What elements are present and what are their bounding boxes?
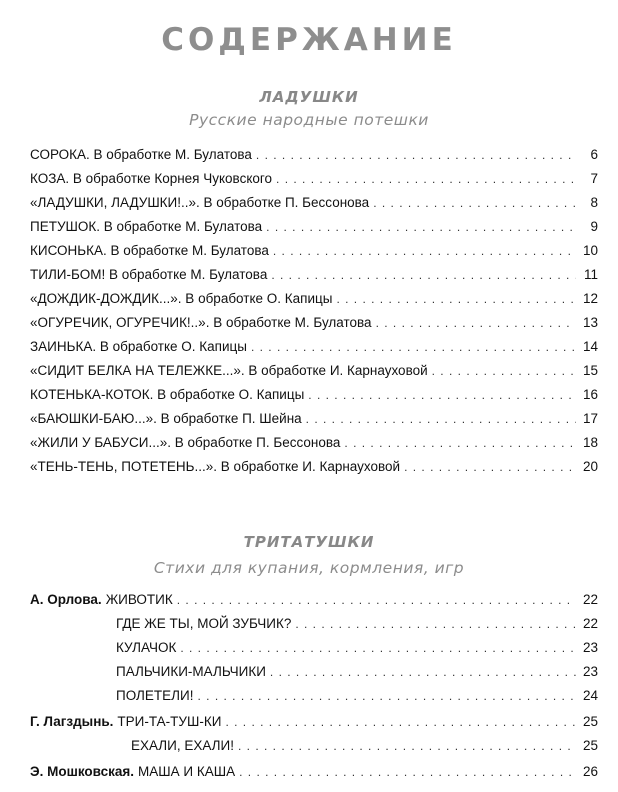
section-subtitle-ladushki: Русские народные потешки — [189, 111, 429, 129]
page-number: 11 — [583, 267, 598, 282]
leader-dots — [376, 313, 576, 333]
toc-entry[interactable] — [30, 712, 598, 732]
page-number: 25 — [582, 714, 598, 729]
toc-entry[interactable] — [30, 409, 598, 429]
entry-title: ГДЕ ЖЕ ТЫ, МОЙ ЗУБЧИК? — [116, 616, 292, 631]
page-number: 26 — [582, 764, 598, 779]
entry-title: ПАЛЬЧИКИ-МАЛЬЧИКИ — [116, 664, 266, 679]
leader-dots — [336, 289, 576, 309]
entry-title: ЗАИНЬКА. В обработке О. Капицы — [30, 339, 247, 354]
toc-entry[interactable] — [30, 289, 598, 309]
entry-title: ЕХАЛИ, ЕХАЛИ! — [131, 738, 234, 753]
entry-title: «ДОЖДИК-ДОЖДИК...». В обработке О. Капицы — [30, 291, 333, 306]
entry-title: ЖИВОТИК — [105, 592, 173, 607]
leader-dots — [238, 736, 576, 756]
page-number: 10 — [582, 243, 598, 258]
page-number: 23 — [582, 664, 598, 679]
toc-entry[interactable] — [30, 433, 598, 453]
page-number: 7 — [590, 171, 598, 186]
page-number: 25 — [582, 738, 598, 753]
toc-entry[interactable] — [131, 736, 598, 756]
leader-dots — [266, 217, 576, 237]
entry-title: СОРОКА. В обработке М. Булатова — [30, 147, 252, 162]
leader-dots — [271, 265, 576, 285]
toc-entry[interactable] — [116, 686, 598, 706]
page-number: 9 — [590, 219, 598, 234]
entry-title: КОТЕНЬКА-КОТОК. В обработке О. Капицы — [30, 387, 305, 402]
entry-author: А. Орлова. — [30, 592, 102, 607]
leader-dots — [373, 193, 576, 213]
entry-title: ПЕТУШОК. В обработке М. Булатова — [30, 219, 263, 234]
toc-entry[interactable] — [30, 145, 598, 165]
section-title-ladushki: ЛАДУШКИ — [259, 88, 359, 106]
toc-entry[interactable] — [30, 265, 598, 285]
page-number: 23 — [582, 640, 598, 655]
toc-entry[interactable] — [30, 241, 598, 261]
entry-title: «ЛАДУШКИ, ЛАДУШКИ!..». В обработке П. Бессонова — [30, 195, 370, 210]
page-number: 13 — [582, 315, 598, 330]
entry-title: «ОГУРЕЧИК, ОГУРЕЧИК!..». В обработке М. Булатова — [30, 315, 372, 330]
page-number: 24 — [582, 688, 598, 703]
toc-entry[interactable] — [30, 217, 598, 237]
page-number: 20 — [582, 459, 598, 474]
leader-dots — [239, 762, 576, 782]
page-number: 6 — [590, 147, 598, 162]
page-number: 22 — [582, 592, 598, 607]
toc-entry[interactable] — [30, 361, 598, 381]
toc-entry[interactable] — [30, 193, 598, 213]
entry-title: ПОЛЕТЕЛИ! — [116, 688, 194, 703]
leader-dots — [180, 638, 576, 658]
leader-dots — [276, 169, 576, 189]
leader-dots — [295, 614, 576, 634]
page-number: 8 — [590, 195, 598, 210]
page-number: 12 — [582, 291, 598, 306]
leader-dots — [306, 409, 576, 429]
leader-dots — [197, 686, 576, 706]
section-subtitle-tritatushki: Стихи для купания, кормления, игр — [153, 559, 465, 577]
toc-entry[interactable] — [116, 638, 598, 658]
toc-entry[interactable] — [30, 169, 598, 189]
entry-author: Г. Лагздынь. — [30, 714, 114, 729]
section-title-tritatushki: ТРИТАТУШКИ — [243, 533, 375, 551]
page-number: 15 — [582, 363, 598, 378]
entry-title: «БАЮШКИ-БАЮ...». В обработке П. Шейна — [30, 411, 302, 426]
entry-title: МАША И КАША — [138, 764, 236, 779]
toc-entry[interactable] — [116, 614, 598, 634]
entry-title: «ЖИЛИ У БАБУСИ...». В обработке П. Бессонова — [30, 435, 341, 450]
entry-title: КОЗА. В обработке Корнея Чуковского — [30, 171, 273, 186]
leader-dots — [344, 433, 576, 453]
toc-entry[interactable] — [30, 457, 598, 477]
leader-dots — [270, 662, 576, 682]
entry-title: «СИДИТ БЕЛКА НА ТЕЛЕЖКЕ...». В обработке И. Карнауховой — [30, 363, 428, 378]
entry-title: ТИЛИ-БОМ! В обработке М. Булатова — [30, 267, 268, 282]
leader-dots — [251, 337, 576, 357]
page-number: 14 — [582, 339, 598, 354]
entry-author: Э. Мошковская. — [30, 764, 135, 779]
leader-dots — [256, 145, 576, 165]
leader-dots — [432, 361, 576, 381]
toc-entry[interactable] — [30, 762, 598, 782]
toc-entry[interactable] — [30, 337, 598, 357]
entry-title: «ТЕНЬ-ТЕНЬ, ПОТЕТЕНЬ...». В обработке И. Карнауховой — [30, 459, 401, 474]
leader-dots — [225, 712, 576, 732]
toc-entry[interactable] — [30, 385, 598, 405]
page-number: 22 — [582, 616, 598, 631]
toc-entry[interactable] — [30, 590, 598, 610]
entry-title: КИСОНЬКА. В обработке М. Булатова — [30, 243, 269, 258]
page-title: СОДЕРЖАНИЕ — [161, 22, 457, 58]
leader-dots — [404, 457, 576, 477]
entry-title: ТРИ-ТА-ТУШ-КИ — [117, 714, 222, 729]
entry-title: КУЛАЧОК — [116, 640, 177, 655]
page-number: 16 — [582, 387, 598, 402]
leader-dots — [273, 241, 576, 261]
leader-dots — [177, 590, 576, 610]
toc-entry[interactable] — [116, 662, 598, 682]
page-number: 17 — [582, 411, 598, 426]
page-number: 18 — [582, 435, 598, 450]
leader-dots — [308, 385, 576, 405]
toc-entry[interactable] — [30, 313, 598, 333]
